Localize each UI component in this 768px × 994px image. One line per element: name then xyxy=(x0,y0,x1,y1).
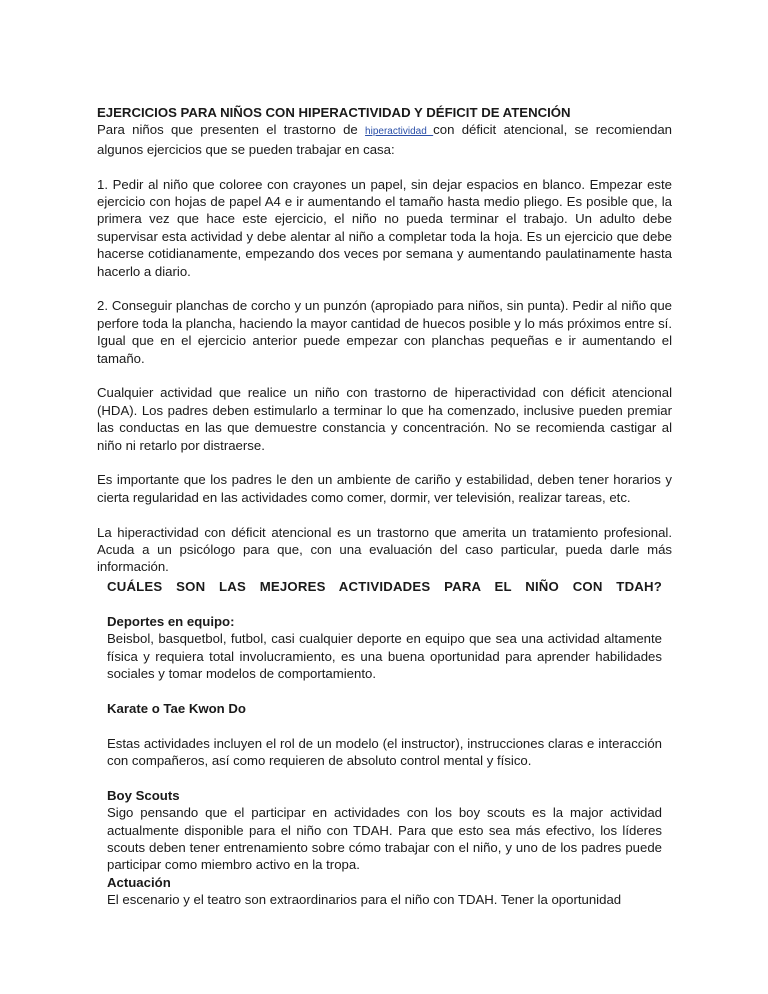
team-sports-text: Beisbol, basquetbol, futbol, casi cualquier deporte en equipo que sea una actividad altamente física y requiera total involucramiento, es una buena oportunidad para aprender habilidades sociales y tomar modelos de comportamiento. xyxy=(107,631,662,682)
exercise-1-paragraph: 1. Pedir al niño que coloree con crayones un papel, sin dejar espacios en blanco. Empezar este ejercicio con hojas de papel A4 e ir aumentando el tamaño hasta medio pliego. Es posible que, la primera vez que hace este ejercicio, el niño no pueda terminar el trabajo. Un adulto debe supervisar esta actividad y debe alentar al niño a completar toda la hoja. Es un ejercicio que debe hacerse cotidianamente, empezando dos veces por semana y aumentando paulatinamente hasta hacerlo a diario. xyxy=(97,176,672,279)
subheading-team-sports: Deportes en equipo: xyxy=(107,613,235,629)
environment-paragraph: Es importante que los padres le den un ambiente de cariño y estabilidad, deben tener horarios y cierta regularidad en las actividades como comer, dormir, ver televisión, realizar tareas, etc. xyxy=(97,472,672,505)
subheading-karate: Karate o Tae Kwon Do xyxy=(107,700,246,716)
hiperactividad-link[interactable]: hiperactividad xyxy=(365,126,434,138)
subheading-acting: Actuación xyxy=(107,874,171,890)
section-heading: CUÁLES SON LAS MEJORES ACTIVIDADES PARA EL NIÑO CON TDAH? xyxy=(107,579,662,594)
subheading-boy-scouts: Boy Scouts xyxy=(107,787,180,803)
intro-text-end: con déficit atencional, se recomiendan algunos ejercicios que se pueden trabajar en casa: xyxy=(97,122,672,157)
karate-text: Estas actividades incluyen el rol de un modelo (el instructor), instrucciones claras e interacción con compañeros, así como requieren de absoluto control mental y físico. xyxy=(107,735,662,769)
activity-paragraph: Cualquier actividad que realice un niño con trastorno de hiperactividad con déficit atencional (HDA). Los padres deben estimularlo a terminar lo que ha comenzado, inclusive pueden premiar las conductas en las que demuestre constancia y concentración. No se recomienda castigar al niño ni retarlo por distraerse. xyxy=(97,385,672,453)
activities-section xyxy=(107,578,662,909)
exercise-2-paragraph: 2. Conseguir planchas de corcho y un punzón (apropiado para niños, sin punta). Pedir al niño que perfore toda la plancha, haciendo la mayor cantidad de huecos posible y lo más próximos entre sí. Igual que en el ejercicio anterior puede empezar con planchas pequeñas e ir aumentando el tamaño. xyxy=(97,298,672,366)
treatment-paragraph: La hiperactividad con déficit atencional es un trastorno que amerita un tratamiento profesional. Acuda a un psicólogo para que, con una evaluación del caso particular, pueda darle más información. xyxy=(97,524,672,575)
boy-scouts-text: Sigo pensando que el participar en actividades con los boy scouts es la major actividad actualmente disponible para el niño con TDAH. Para que esto sea más efectivo, los líderes scouts deben tener entrenamiento sobre cómo trabajar con el niño, y uno de los padres puede participar como miembro activo en la tropa. xyxy=(107,805,662,873)
intro-paragraph xyxy=(97,121,672,158)
article-section xyxy=(97,104,672,576)
intro-text-start: Para niños que presenten el trastorno de xyxy=(97,122,366,138)
acting-text: El escenario y el teatro son extraordinarios para el niño con TDAH. Tener la oportunidad xyxy=(107,892,622,908)
document-title: EJERCICIOS PARA NIÑOS CON HIPERACTIVIDAD Y DÉFICIT DE ATENCIÓN xyxy=(97,105,571,120)
